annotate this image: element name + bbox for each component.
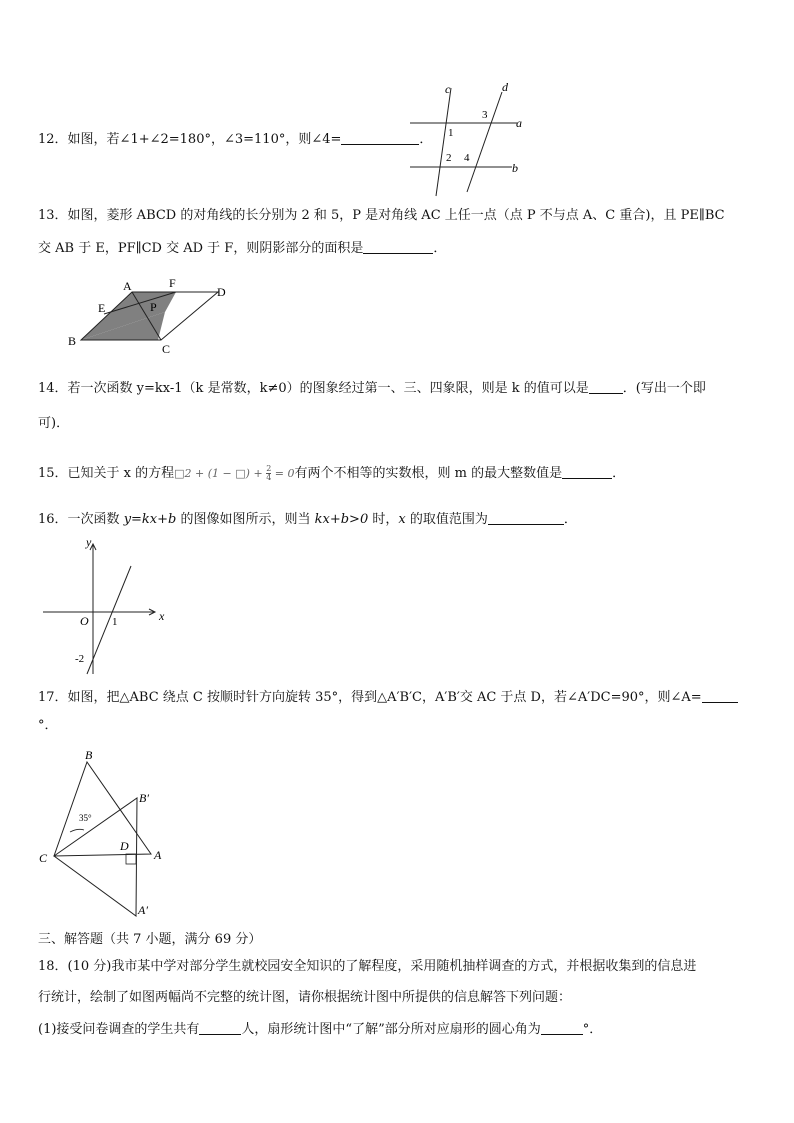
label-a: a <box>516 116 522 130</box>
svg-text:B: B <box>68 334 77 348</box>
svg-text:F: F <box>169 276 176 290</box>
answer-blank <box>589 379 623 394</box>
answer-blank <box>562 464 612 479</box>
question-13-line1: 13．如图，菱形 ABCD 的对角线的长分别为 2 和 5，P 是对角线 AC 上任一点（点 P 不与点 A、C 重合)，且 PE∥BC <box>38 208 725 223</box>
answer-blank <box>541 1020 583 1035</box>
question-18-sub1: (1)接受问卷调查的学生共有 人，扇形统计图中“了解”部分所对应扇形的圆心角为 °． <box>38 1022 603 1037</box>
q16-graph <box>40 534 175 676</box>
answer-blank <box>199 1020 241 1035</box>
question-18-line2: 行统计，绘制了如图两幅尚不完整的统计图，请你根据统计图中所提供的信息解答下列问题： <box>38 990 572 1005</box>
line-d <box>467 92 502 192</box>
answer-blank <box>363 239 433 254</box>
label-3: 3 <box>482 109 488 121</box>
svg-text:O: O <box>80 614 89 628</box>
svg-text:B′: B′ <box>139 791 149 805</box>
svg-text:C: C <box>162 342 171 356</box>
svg-text:B: B <box>85 748 93 762</box>
question-17-line2: °． <box>38 718 58 733</box>
section-title: 三、解答题（共 7 小题，满分 69 分） <box>38 932 262 947</box>
svg-text:y: y <box>86 535 92 549</box>
label-c: c <box>445 82 451 96</box>
q12-text: 12． <box>38 132 68 147</box>
label-4: 4 <box>464 152 470 164</box>
svg-text:D: D <box>120 839 129 853</box>
svg-text:-2: -2 <box>75 653 85 665</box>
svg-text:35°: 35° <box>79 813 92 823</box>
line-c <box>436 88 451 196</box>
svg-text:x: x <box>159 609 165 623</box>
label-1: 1 <box>448 127 454 139</box>
q12-figure <box>405 78 540 200</box>
label-2: 2 <box>446 152 452 164</box>
q13-figure <box>64 274 239 356</box>
question-14-line2: 可)． <box>38 416 70 431</box>
question-14-line1: 14．若一次函数 y=kx-1（k 是常数，k≠0）的图象经过第一、三、四象限，则是 k 的值可以是 ．(写出一个即 <box>38 381 706 396</box>
question-13-line2: 交 AB 于 E，PF∥CD 交 AD 于 F，则阴影部分的面积是 ． <box>38 241 447 256</box>
fraction: $\frac{2}{4}$ <box>266 464 272 482</box>
svg-text:1: 1 <box>112 616 118 628</box>
question-16: 16．一次函数 y=kx+b 的图像如图所示，则当 kx+b>0 时，x 的取值范围为 ． <box>38 512 577 527</box>
box-icon: □ <box>174 467 185 480</box>
label-d: d <box>502 80 508 94</box>
svg-text:A: A <box>123 279 132 293</box>
answer-blank <box>488 510 564 525</box>
answer-blank <box>702 688 738 703</box>
svg-text:C: C <box>39 851 48 865</box>
label-b: b <box>512 161 518 175</box>
question-15: 15．已知关于 x 的方程□2 + (1 − □) + $\frac{2}{4} = 0$有两个不相等的实数根，则 m 的最大整数值是 ． <box>38 464 626 482</box>
q17-figure <box>36 746 171 922</box>
svg-text:A′: A′ <box>138 903 148 917</box>
function-line <box>87 566 131 674</box>
question-12: 12．如图，若∠1+∠2=180°，∠3=110°，则∠4= ． <box>38 132 433 147</box>
svg-text:P: P <box>150 300 157 314</box>
svg-text:A: A <box>154 848 162 862</box>
question-18-line1: 18．(10 分)我市某中学对部分学生就校园安全知识的了解程度，采用随机抽样调查的方式，并根据收集到的信息进 <box>38 959 697 974</box>
svg-text:E: E <box>98 301 106 315</box>
question-17-line1: 17．如图，把△ABC 绕点 C 按顺时针方向旋转 35°，得到△A′B′C，A′B′交 AC 于点 D，若∠A′DC=90°，则∠A= <box>38 688 738 707</box>
svg-text:D: D <box>217 285 226 299</box>
right-angle-mark <box>126 854 136 864</box>
